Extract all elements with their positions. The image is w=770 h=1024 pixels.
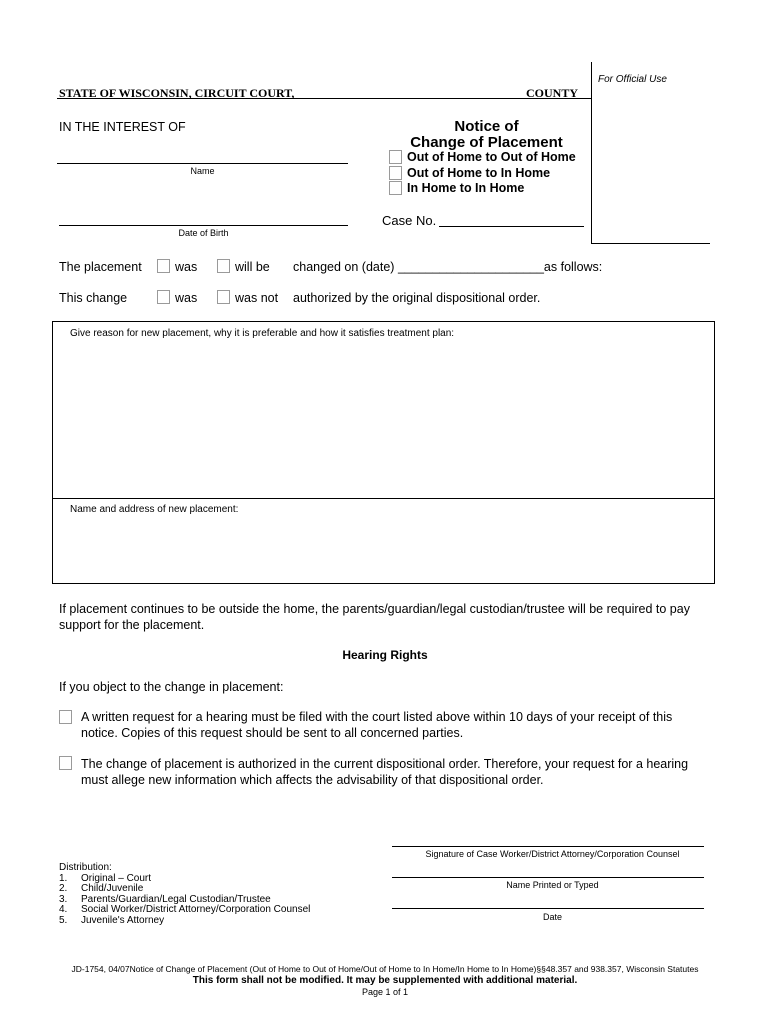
case-no-label: Case No. bbox=[382, 213, 437, 228]
checkbox-out-to-out[interactable] bbox=[389, 150, 402, 164]
change-opt-was-not: was not bbox=[235, 291, 279, 305]
official-use-bottom-rule bbox=[591, 243, 710, 244]
reason-label: Give reason for new placement, why it is preferable and how it satisfies treatment plan: bbox=[70, 328, 455, 339]
court-heading: STATE OF WISCONSIN, CIRCUIT COURT, bbox=[59, 86, 295, 100]
option-2-text: The change of placement is authorized in the current dispositional order. Therefore, your request for a hearing must allege new information which affects the advisability of that dispositional order. bbox=[81, 757, 689, 787]
list-item: 4. Social Worker/District Attorney/Corporation Counsel bbox=[59, 904, 311, 915]
checkbox-placement-was[interactable] bbox=[157, 259, 170, 273]
dob-label: Date of Birth bbox=[178, 228, 229, 238]
name-field[interactable] bbox=[57, 163, 348, 164]
case-no-field[interactable] bbox=[439, 226, 584, 227]
address-label: Name and address of new placement: bbox=[70, 504, 239, 515]
footer-warning: This form shall not be modified. It may be supplemented with additional material. bbox=[192, 975, 578, 986]
change-opt-was: was bbox=[175, 291, 198, 305]
address-field[interactable] bbox=[53, 522, 714, 582]
checkbox-option-1[interactable] bbox=[59, 710, 72, 724]
dob-field[interactable] bbox=[59, 225, 348, 226]
option-1-text: A written request for a hearing must be filed with the court listed above within 10 days of your receipt of this notice. Copies of this request should be sent to all concerned parties. bbox=[81, 710, 673, 740]
list-item: 2. Child/Juvenile bbox=[59, 883, 144, 894]
reason-address-box bbox=[52, 321, 715, 584]
placement-opt-was: was bbox=[175, 260, 198, 274]
checkbox-option-2[interactable] bbox=[59, 756, 72, 770]
placement-lead: The placement bbox=[59, 260, 142, 274]
list-item: 3. Parents/Guardian/Legal Custodian/Trustee bbox=[59, 893, 271, 905]
placement-tail: changed on (date) _____________________as follows: bbox=[293, 260, 603, 274]
list-item: 1. Original – Court bbox=[59, 872, 152, 884]
date-label: Date bbox=[542, 912, 562, 922]
list-item: 5. Juvenile's Attorney bbox=[59, 914, 165, 926]
box-divider bbox=[53, 498, 714, 499]
distribution-title: Distribution: bbox=[59, 862, 112, 873]
distribution-list bbox=[59, 863, 310, 926]
reason-field[interactable] bbox=[53, 352, 714, 497]
name-printed-label: Name Printed or Typed bbox=[506, 880, 599, 890]
name-printed-field[interactable] bbox=[392, 877, 704, 878]
page-number: Page 1 of 1 bbox=[361, 987, 409, 997]
object-text: If you object to the change in placement: bbox=[59, 680, 284, 694]
signature-label: Signature of Case Worker/District Attorney/Corporation Counsel bbox=[425, 849, 680, 859]
placement-type-label: In Home to In Home bbox=[407, 181, 525, 195]
change-lead: This change bbox=[59, 291, 128, 305]
date-field[interactable] bbox=[392, 908, 704, 909]
interest-of-label: IN THE INTEREST OF bbox=[59, 120, 186, 134]
signature-field[interactable] bbox=[392, 846, 704, 847]
title-line-2: Change of Placement bbox=[410, 134, 563, 151]
name-label: Name bbox=[190, 166, 215, 176]
checkbox-out-to-in[interactable] bbox=[389, 166, 402, 180]
form-id: JD-1754, 04/07Notice of Change of Placement (Out of Home to Out of Home/Out of Home to In Home/In Home to In Home)§§48.357 and 938.357, Wisconsin Statutes bbox=[71, 964, 699, 974]
title-line-1: Notice of bbox=[454, 118, 519, 135]
header-rule bbox=[57, 98, 591, 99]
official-use-label: For Official Use bbox=[598, 74, 667, 85]
support-paragraph: If placement continues to be outside the home, the parents/guardian/legal custodian/trustee will be required to pay support for the placement. bbox=[59, 602, 690, 632]
county-heading: COUNTY bbox=[526, 86, 579, 100]
change-tail: authorized by the original dispositional order. bbox=[293, 291, 541, 305]
checkbox-placement-will-be[interactable] bbox=[217, 259, 230, 273]
placement-type-label: Out of Home to In Home bbox=[407, 166, 551, 180]
placement-type-label: Out of Home to Out of Home bbox=[407, 150, 576, 164]
checkbox-change-was-not[interactable] bbox=[217, 290, 230, 304]
checkbox-in-to-in[interactable] bbox=[389, 181, 402, 195]
hearing-rights-title: Hearing Rights bbox=[342, 648, 428, 662]
official-use-divider bbox=[591, 62, 592, 243]
placement-opt-will-be: will be bbox=[235, 260, 270, 274]
checkbox-change-was[interactable] bbox=[157, 290, 170, 304]
